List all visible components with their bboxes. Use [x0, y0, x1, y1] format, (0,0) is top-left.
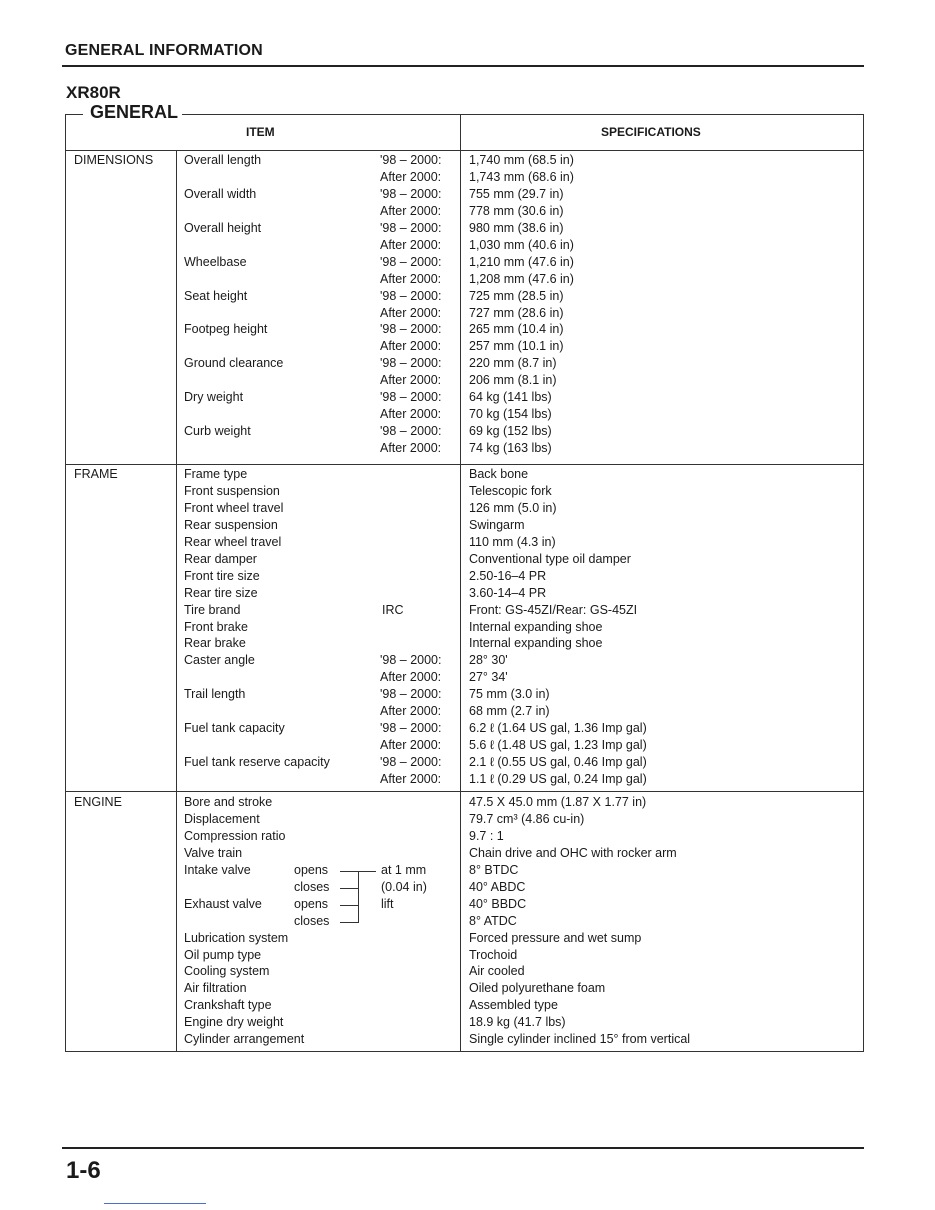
condition-label: IRC [382, 602, 404, 617]
exhaust-opens-label: opens [294, 897, 329, 911]
condition-label: After 2000: [380, 441, 442, 455]
condition-label: After 2000: [380, 169, 442, 184]
item-label: Front suspension [184, 483, 280, 498]
item-label: Rear wheel travel [184, 534, 282, 549]
item-label: Trail length [184, 687, 246, 702]
spec-value: 2.1 ℓ (0.55 US gal, 0.46 Imp gal) [469, 755, 647, 769]
category-label: ENGINE [74, 795, 122, 809]
item-label: Rear tire size [184, 585, 258, 600]
spec-value: Air cooled [469, 964, 525, 979]
condition-label: After 2000: [380, 738, 442, 752]
spec-value: Back bone [469, 467, 529, 481]
item-label: Wheelbase [184, 254, 247, 269]
item-label: Front wheel travel [184, 500, 284, 515]
condition-label: '98 – 2000: [380, 186, 442, 201]
spec-value: Assembled type [469, 998, 558, 1013]
spec-value: 6.2 ℓ (1.64 US gal, 1.36 Imp gal) [469, 721, 647, 736]
bracket-tick [340, 871, 358, 872]
spec-value: 727 mm (28.6 in) [469, 305, 564, 320]
spec-value: 980 mm (38.6 in) [469, 220, 564, 235]
spec-value: 1,210 mm (47.6 in) [469, 254, 574, 269]
item-label: Dry weight [184, 390, 244, 405]
condition-label: '98 – 2000: [380, 424, 442, 438]
spec-value: 8° BTDC [469, 862, 519, 877]
spec-value: 110 mm (4.3 in) [469, 534, 556, 549]
spec-value: 27° 34' [469, 670, 508, 685]
spec-value: 68 mm (2.7 in) [469, 704, 550, 719]
item-label: Rear damper [184, 551, 257, 566]
item-label: Caster angle [184, 653, 255, 668]
header-rule [62, 65, 864, 67]
spec-value: Internal expanding shoe [469, 636, 603, 651]
condition-label: After 2000: [380, 670, 442, 685]
spec-value: Oiled polyurethane foam [469, 981, 606, 996]
spec-value: 70 kg (154 lbs) [469, 407, 552, 422]
condition-label: After 2000: [380, 237, 442, 252]
page-header-title: GENERAL INFORMATION [65, 42, 263, 59]
bracket-vertical [358, 871, 359, 923]
item-label: Seat height [184, 288, 248, 303]
bracket-tick [340, 922, 358, 923]
condition-label: After 2000: [380, 407, 442, 422]
spec-value: 75 mm (3.0 in) [469, 687, 550, 702]
spec-value: Single cylinder inclined 15° from vertical [469, 1032, 691, 1047]
category-column-divider [176, 150, 177, 1051]
spec-value: Telescopic fork [469, 483, 552, 498]
spec-value: 3.60-14–4 PR [469, 585, 547, 600]
spec-value: 1,743 mm (68.6 in) [469, 169, 574, 184]
spec-value: 1,208 mm (47.6 in) [469, 271, 574, 286]
frame-section-divider [65, 464, 864, 465]
item-label: Compression ratio [184, 828, 286, 843]
condition-label: '98 – 2000: [380, 288, 442, 303]
spec-value: 8° ATDC [469, 913, 517, 928]
item-label: Ground clearance [184, 356, 284, 371]
item-label: Footpeg height [184, 322, 268, 337]
item-label: Intake valve [184, 862, 251, 877]
item-label: Oil pump type [184, 947, 262, 962]
spec-value: Chain drive and OHC with rocker arm [469, 845, 677, 860]
condition-label: '98 – 2000: [380, 153, 442, 167]
spec-value: 725 mm (28.5 in) [469, 288, 564, 303]
spec-value: 1,030 mm (40.6 in) [469, 237, 574, 252]
bracket-tick [340, 888, 358, 889]
spec-value: 5.6 ℓ (1.48 US gal, 1.23 Imp gal) [469, 738, 647, 752]
column-header-specifications: SPECIFICATIONS [601, 125, 701, 139]
footer-rule [62, 1147, 864, 1149]
page-number: 1-6 [66, 1157, 101, 1184]
bracket-tick [340, 905, 358, 906]
spec-value: Trochoid [469, 947, 518, 962]
spec-value: 69 kg (152 lbs) [469, 424, 552, 438]
item-label: Air filtration [184, 981, 247, 996]
spec-value: 1.1 ℓ (0.29 US gal, 0.24 Imp gal) [469, 771, 647, 786]
condition-label: '98 – 2000: [380, 721, 442, 736]
condition-label: '98 – 2000: [380, 390, 442, 405]
spec-value: 1,740 mm (68.5 in) [469, 153, 574, 167]
item-label: Lubrication system [184, 930, 289, 945]
item-label: Rear brake [184, 636, 246, 651]
table-bottom-border [65, 1051, 864, 1052]
table-top-left-border [65, 114, 83, 115]
spec-value: Forced pressure and wet sump [469, 930, 642, 945]
item-label: Crankshaft type [184, 998, 272, 1013]
item-label: Cylinder arrangement [184, 1032, 305, 1047]
item-label: Engine dry weight [184, 1015, 284, 1030]
condition-label: After 2000: [380, 704, 442, 719]
spec-value: 257 mm (10.1 in) [469, 339, 564, 354]
model-name: XR80R [66, 83, 121, 102]
condition-label: After 2000: [380, 771, 442, 786]
item-label: Bore and stroke [184, 795, 273, 809]
item-label: Frame type [184, 467, 248, 481]
spec-value: Swingarm [469, 517, 525, 532]
spec-value: 64 kg (141 lbs) [469, 390, 552, 405]
condition-label: '98 – 2000: [380, 254, 442, 269]
spec-column-divider [460, 114, 461, 1051]
item-label: Front tire size [184, 568, 260, 583]
spec-value: 126 mm (5.0 in) [469, 500, 557, 515]
lift-note-line2: (0.04 in) [381, 880, 427, 894]
column-header-item: ITEM [246, 125, 275, 139]
item-label: Fuel tank reserve capacity [184, 755, 330, 769]
spec-value: 2.50-16–4 PR [469, 568, 547, 583]
category-label: FRAME [74, 467, 118, 481]
spec-value: 220 mm (8.7 in) [469, 356, 557, 371]
condition-label: After 2000: [380, 373, 442, 388]
spec-value: 206 mm (8.1 in) [469, 373, 557, 388]
spec-value: 265 mm (10.4 in) [469, 322, 564, 337]
engine-section-divider [65, 791, 864, 792]
item-label: Overall height [184, 220, 262, 235]
spec-value: 755 mm (29.7 in) [469, 186, 564, 201]
spec-value: 40° ABDC [469, 879, 526, 894]
link-underline [104, 1203, 206, 1204]
spec-value: 9.7 : 1 [469, 828, 504, 843]
table-right-border [863, 114, 864, 1051]
condition-label: After 2000: [380, 339, 442, 354]
header-row-divider [65, 150, 864, 151]
item-label: Valve train [184, 845, 243, 860]
condition-label: '98 – 2000: [380, 322, 442, 337]
category-label: DIMENSIONS [74, 153, 154, 167]
condition-label: After 2000: [380, 203, 442, 218]
condition-label: '98 – 2000: [380, 653, 442, 668]
spec-value: Conventional type oil damper [469, 551, 631, 566]
bracket-pointer [358, 871, 376, 872]
item-label: Fuel tank capacity [184, 721, 285, 736]
lift-note-line1: at 1 mm [381, 863, 427, 877]
intake-closes-label: closes [294, 880, 330, 894]
spec-value: 47.5 X 45.0 mm (1.87 X 1.77 in) [469, 795, 647, 809]
table-top-border [176, 114, 864, 115]
condition-label: After 2000: [380, 305, 442, 320]
spec-value: 778 mm (30.6 in) [469, 203, 564, 218]
item-label: Overall length [184, 153, 262, 167]
item-label: Overall width [184, 186, 257, 201]
lift-note-line3: lift [381, 897, 394, 911]
intake-opens-label: opens [294, 863, 329, 877]
item-label: Tire brand [184, 602, 241, 617]
item-label: Cooling system [184, 964, 270, 979]
spec-value: Front: GS-45ZI/Rear: GS-45ZI [469, 602, 638, 617]
exhaust-closes-label: closes [294, 914, 330, 928]
item-label: Exhaust valve [184, 896, 262, 911]
spec-value: 28° 30' [469, 653, 508, 668]
condition-label: '98 – 2000: [380, 220, 442, 235]
section-title: GENERAL [86, 102, 182, 123]
item-label: Rear suspension [184, 517, 278, 532]
item-label: Displacement [184, 811, 260, 826]
condition-label: '98 – 2000: [380, 356, 442, 371]
spec-value: 74 kg (163 lbs) [469, 441, 552, 455]
item-label: Curb weight [184, 424, 251, 438]
condition-label: After 2000: [380, 271, 442, 286]
spec-value: Internal expanding shoe [469, 619, 603, 634]
item-label: Front brake [184, 619, 248, 634]
spec-value: 40° BBDC [469, 896, 527, 911]
table-left-border [65, 114, 66, 1051]
condition-label: '98 – 2000: [380, 687, 442, 702]
spec-value: 79.7 cm³ (4.86 cu-in) [469, 811, 585, 826]
spec-value: 18.9 kg (41.7 lbs) [469, 1015, 566, 1030]
condition-label: '98 – 2000: [380, 755, 442, 769]
